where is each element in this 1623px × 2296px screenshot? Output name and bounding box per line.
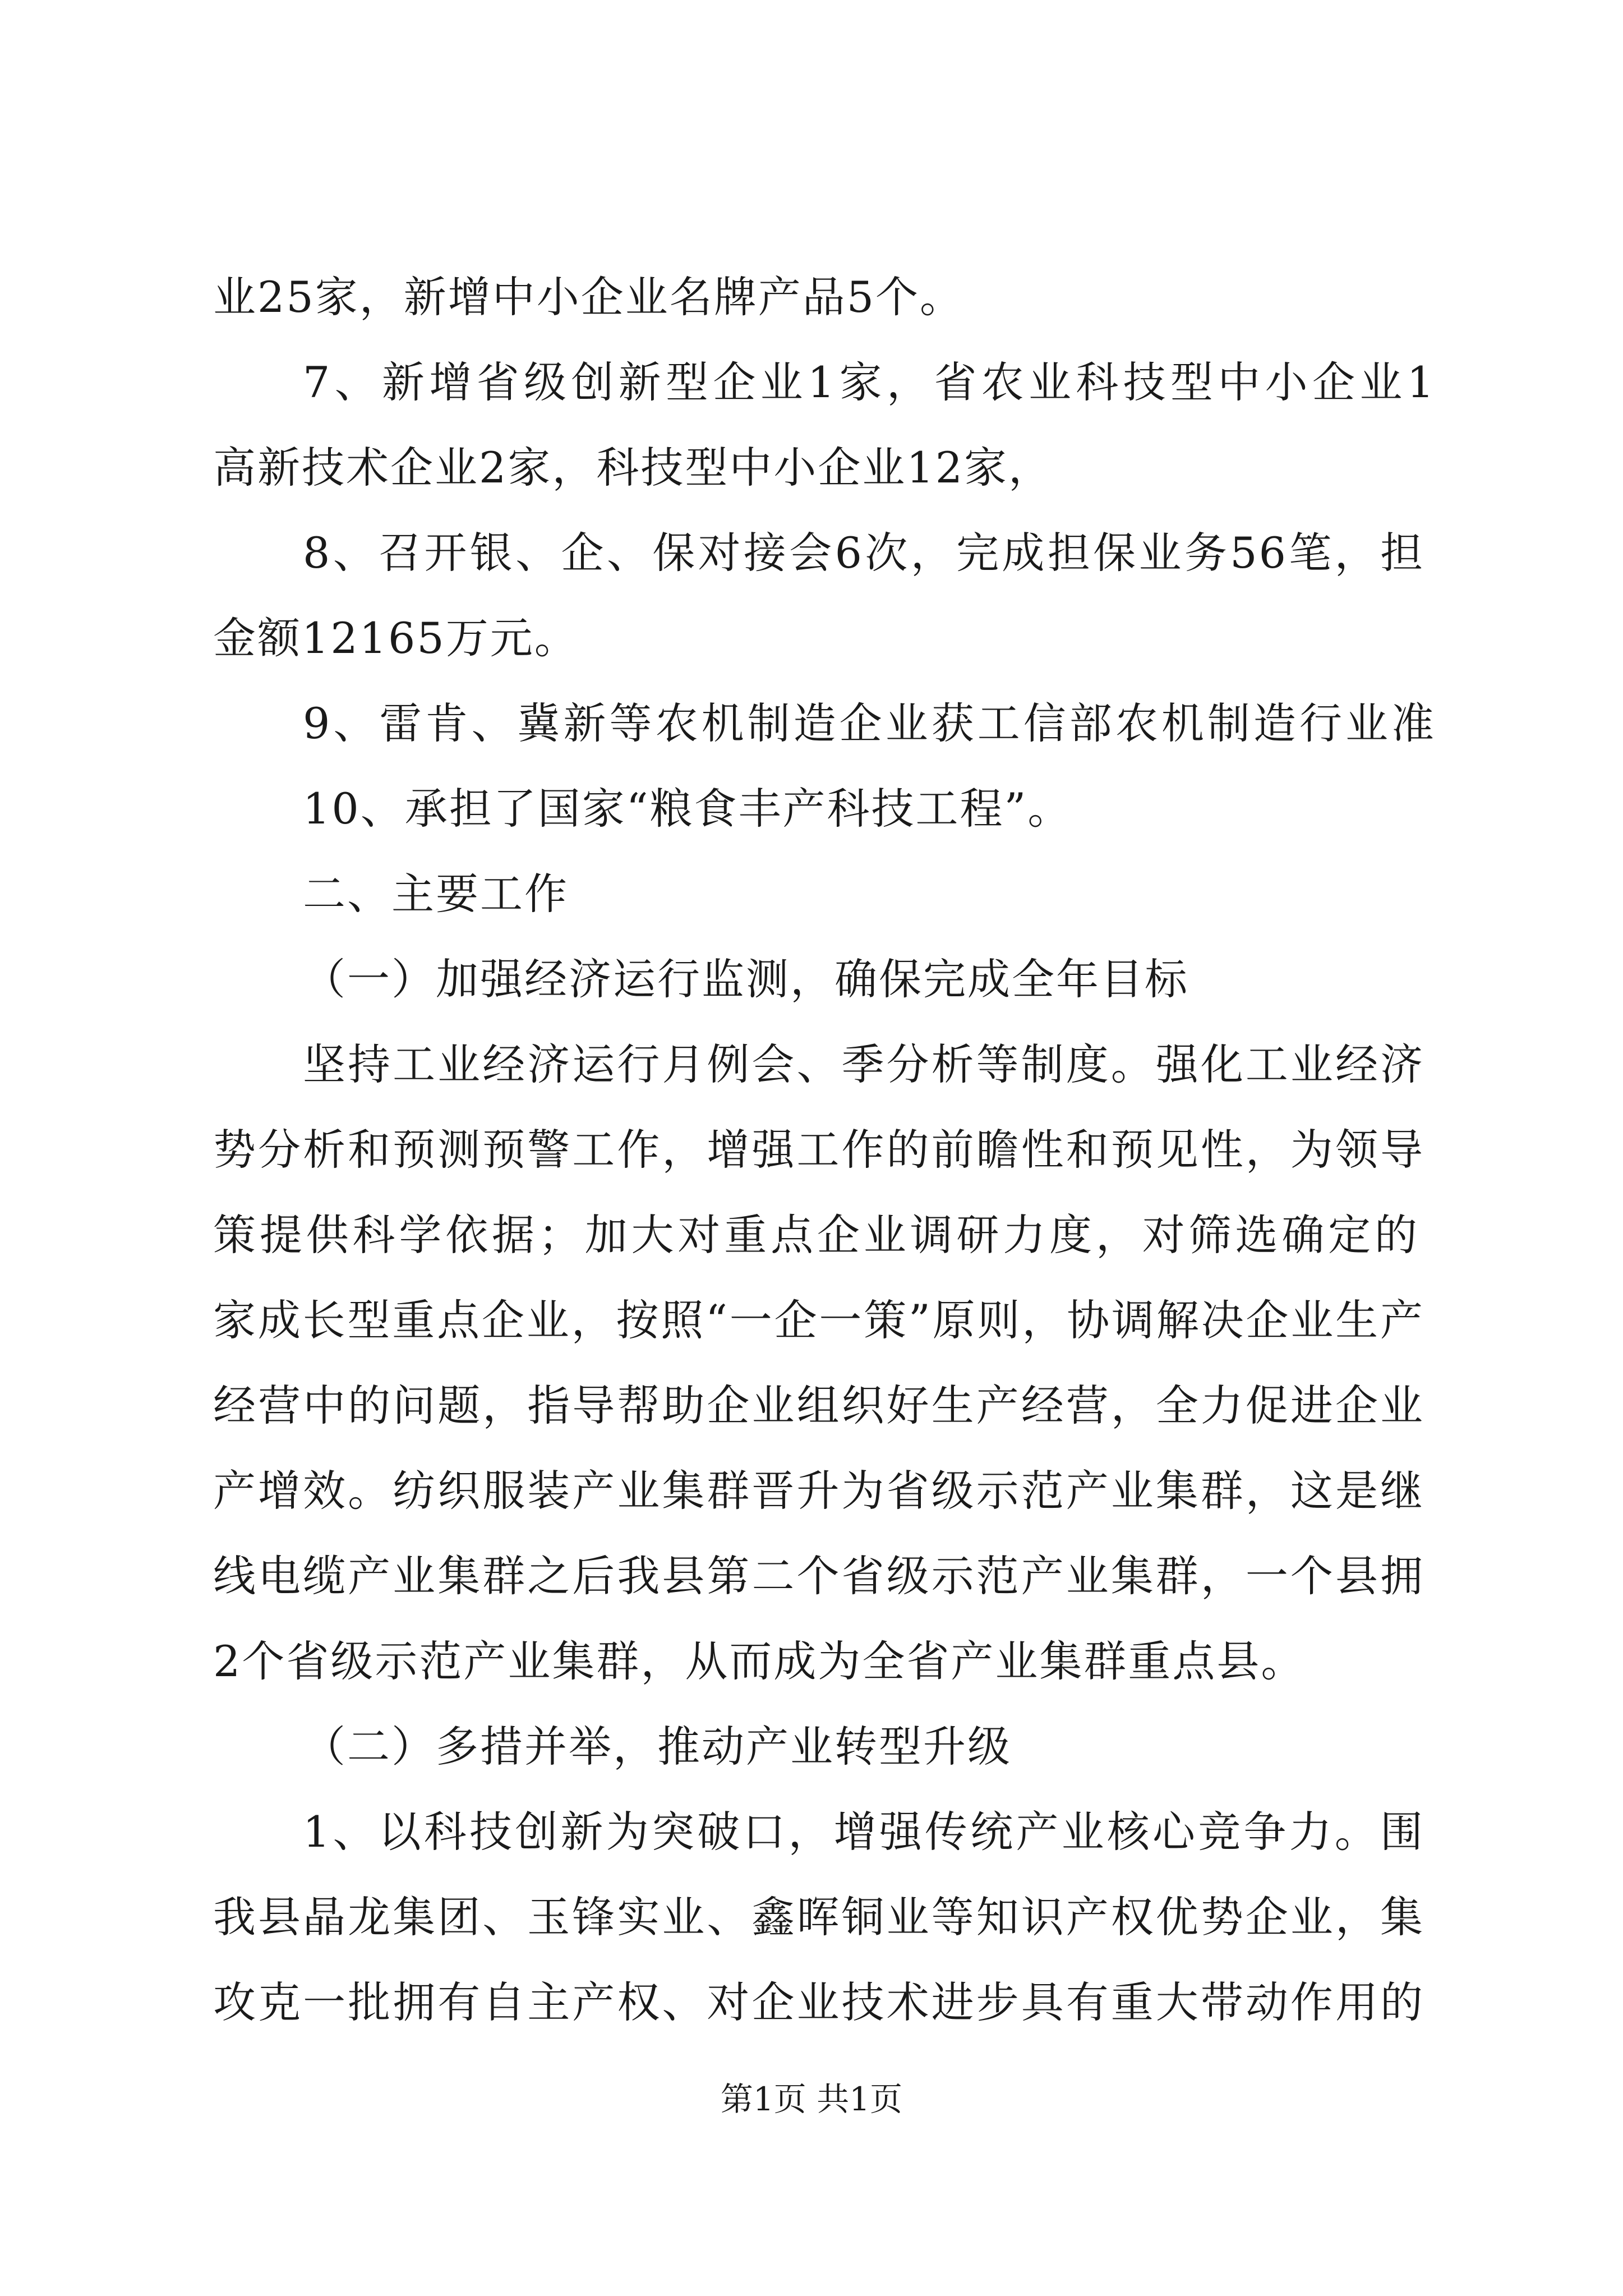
section-heading: 二、主要工作: [303, 869, 569, 919]
body-line-14: 经营中的问题，指导帮助企业组织好生产经营，全力促进企业: [213, 1381, 1424, 1430]
body-line-7: 10、承担了国家“粮食丰产科技工程”。: [303, 784, 1072, 834]
body-line-19: 1、以科技创新为突破口，增强传统产业核心竞争力。围: [303, 1807, 1424, 1857]
body-line-6: 9、雷肯、冀新等农机制造企业获工信部农机制造行业准: [303, 698, 1436, 748]
body-line-20: 我县晶龙集团、玉锋实业、鑫晖铜业等知识产权优势企业，集: [213, 1892, 1424, 1942]
body-line-4: 8、召开银、企、保对接会6次，完成担保业务56笔，担: [303, 528, 1424, 578]
body-line-1: 业25家，新增中小企业名牌产品5个。: [213, 272, 965, 322]
body-line-11: 势分析和预测预警工作，增强工作的前瞻性和预见性，为领导: [213, 1125, 1424, 1175]
body-line-16: 线电缆产业集群之后我县第二个省级示范产业集群，一个县拥: [213, 1551, 1424, 1601]
body-line-10: 坚持工业经济运行月例会、季分析等制度。强化工业经济: [303, 1039, 1424, 1089]
subsection-heading-1: （一）加强经济运行监测，确保完成全年目标: [303, 954, 1189, 1004]
subsection-heading-2: （二）多措并举，推动产业转型升级: [303, 1722, 1012, 1772]
body-line-5: 金额12165万元。: [213, 613, 579, 663]
body-line-21: 攻克一批拥有自主产权、对企业技术进步具有重大带动作用的: [213, 1977, 1424, 2027]
body-line-12: 策提供科学依据；加大对重点企业调研力度，对筛选确定的: [213, 1210, 1419, 1260]
page-footer: 第1页 共1页: [720, 2080, 903, 2118]
body-line-2: 7、新增省级创新型企业1家，省农业科技型中小企业1: [303, 357, 1436, 407]
body-line-17: 2个省级示范产业集群，从而成为全省产业集群重点县。: [213, 1636, 1306, 1686]
body-line-13: 家成长型重点企业，按照“一企一策”原则，协调解决企业生产: [213, 1295, 1424, 1345]
body-line-3: 高新技术企业2家，科技型中小企业12家，: [213, 443, 1053, 493]
body-line-15: 产增效。纺织服装产业集群晋升为省级示范产业集群，这是继: [213, 1466, 1424, 1516]
